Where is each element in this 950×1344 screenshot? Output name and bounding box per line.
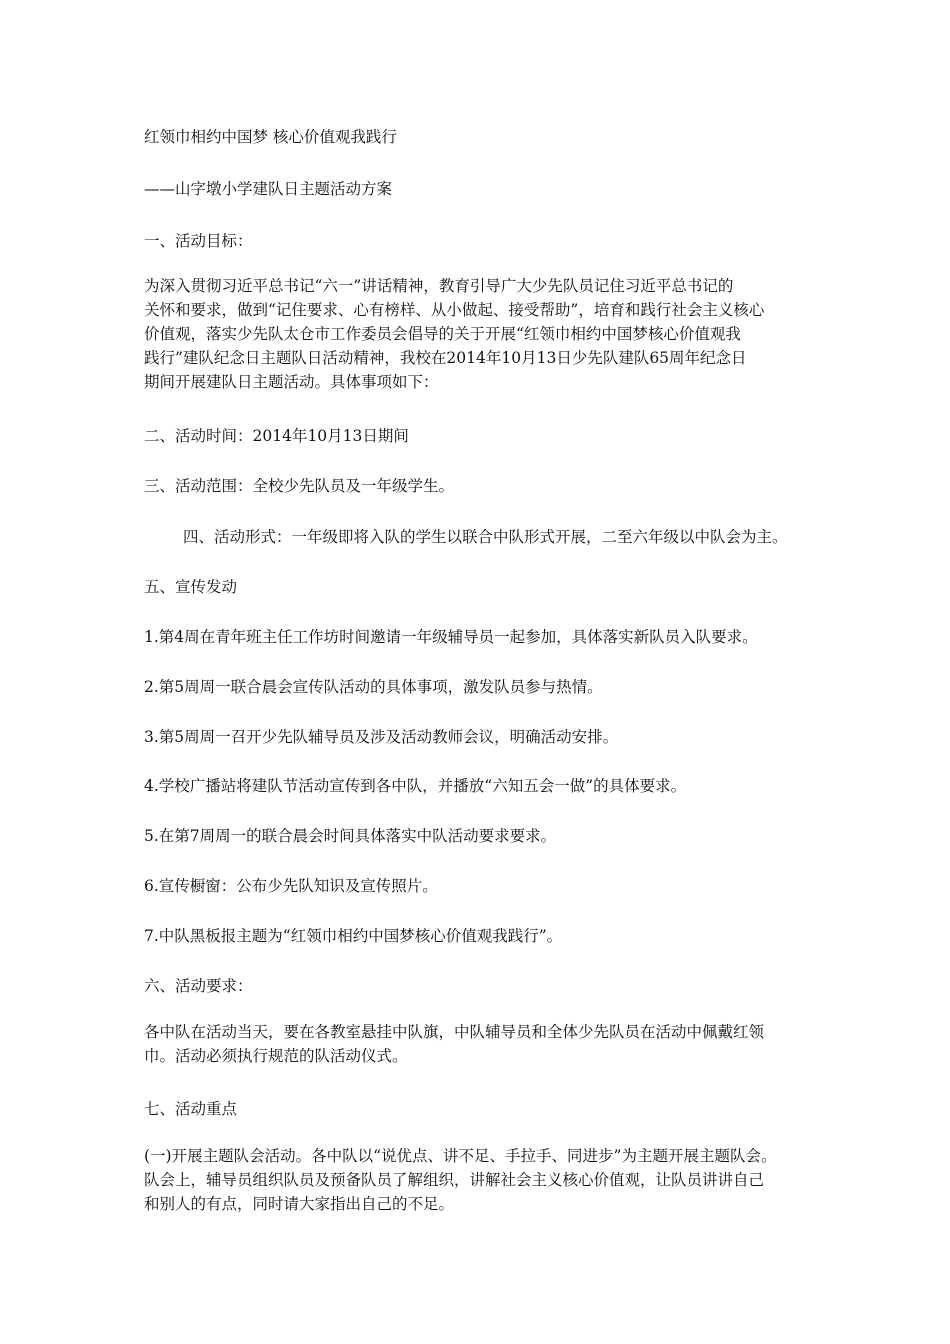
section-5-heading: 五、宣传发动 [144, 578, 238, 596]
section-2: 二、活动时间：2014年10月13日期间 [144, 427, 409, 445]
section-7-line: (一)开展主题队会活动。各中队以“说优点、讲不足、手拉手、同进步”为主题开展主题队会。 [144, 1147, 777, 1165]
section-6-line: 各中队在活动当天，要在各教室悬挂中队旗，中队辅导员和全体少先队员在活动中佩戴红领 [144, 1023, 765, 1041]
section-1-line: 期间开展建队日主题活动。具体事项如下： [144, 373, 439, 391]
document-subtitle: ——山字墩小学建队日主题活动方案 [144, 180, 393, 198]
section-1-line: 为深入贯彻习近平总书记“六一”讲话精神，教育引导广大少先队员记住习近平总书记的 [144, 277, 734, 295]
document-title: 红领巾相约中国梦 核心价值观我践行 [144, 128, 397, 146]
section-1-line: 践行”建队纪念日主题队日活动精神，我校在2014年10月13日少先队建队65周年纪念日 [144, 349, 747, 367]
section-3: 三、活动范围：全校少先队员及一年级学生。 [144, 477, 455, 495]
section-5-item: 4.学校广播站将建队节活动宣传到各中队，并播放“六知五会一做”的具体要求。 [144, 777, 687, 795]
section-5-item: 6.宣传橱窗：公布少先队知识及宣传照片。 [144, 877, 438, 895]
section-5-item: 2.第5周周一联合晨会宣传队活动的具体事项，激发队员参与热情。 [144, 678, 603, 696]
section-6-heading: 六、活动要求： [144, 977, 253, 995]
section-5-item: 1.第4周在青年班主任工作坊时间邀请一年级辅导员一起参加，具体落实新队员入队要求。 [144, 628, 758, 646]
section-1-line: 价值观，落实少先队太仓市工作委员会倡导的关于开展“红领巾相约中国梦核心价值观我 [144, 325, 741, 343]
section-5-item: 5.在第7周周一的联合晨会时间具体落实中队活动要求要求。 [144, 827, 557, 845]
section-1-heading: 一、活动目标： [144, 232, 253, 250]
section-6-body [144, 1020, 824, 1068]
section-5-item: 3.第5周周一召开少先队辅导员及涉及活动教师会议，明确活动安排。 [144, 728, 619, 746]
section-7-heading: 七、活动重点 [144, 1100, 238, 1118]
section-4: 四、活动形式：一年级即将入队的学生以联合中队形式开展，二至六年级以中队会为主。 [183, 528, 788, 546]
section-5-item: 7.中队黑板报主题为“红领巾相约中国梦核心价值观我践行”。 [144, 927, 563, 945]
section-7-line: 队会上，辅导员组织队员及预备队员了解组织，讲解社会主义核心价值观，让队员讲讲自己 [144, 1171, 765, 1189]
section-7-body [144, 1144, 824, 1216]
section-7-line: 和别人的有点，同时请大家指出自己的不足。 [144, 1195, 455, 1213]
section-1-line: 关怀和要求，做到“记住要求、心有榜样、从小做起、接受帮助”，培育和践行社会主义核心 [144, 301, 765, 319]
section-6-line: 巾。活动必须执行规范的队活动仪式。 [144, 1047, 408, 1065]
section-1-body [144, 274, 824, 394]
